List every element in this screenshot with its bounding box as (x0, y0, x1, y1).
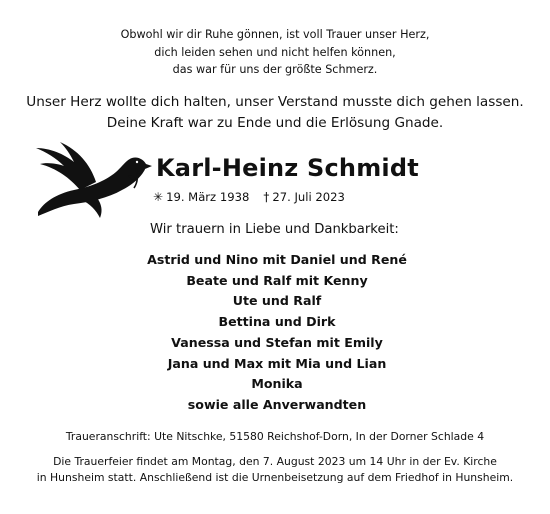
mourner-line: Astrid und Nino mit Daniel und René (147, 252, 407, 267)
dove-icon (34, 142, 152, 220)
birth-star-icon: ✳ (153, 190, 164, 204)
motto (2, 92, 548, 133)
poem (2, 26, 548, 79)
deceased-name: Karl-Heinz Schmidt (156, 154, 419, 182)
mourner-line: Bettina und Dirk (218, 314, 336, 330)
mourning-address: Traueranschrift: Ute Nitschke, 51580 Reichshof-Dorn, In der Dorner Schlade 4 (65, 430, 485, 443)
mourner-line: Monika (251, 376, 303, 392)
mourner-line: Beate und Ralf mit Kenny (186, 272, 368, 288)
poem-line: dich leiden sehen und nicht helfen können, (154, 45, 396, 59)
death-cross-icon: † (263, 190, 270, 204)
ceremony-line: in Hunsheim statt. Anschließend ist die Urnenbeisetzung auf dem Friedhof in Hunsheim. (36, 471, 514, 484)
thanks-line: Wir trauern in Liebe und Dankbarkeit: (150, 222, 399, 237)
death-date: 27. Juli 2023 (272, 190, 345, 204)
motto-line: Unser Herz wollte dich halten, unser Verstand musste dich gehen lassen. (26, 94, 524, 110)
obituary-notice (2, 2, 548, 510)
motto-line: Deine Kraft war zu Ende und die Erlösung Gnade. (106, 114, 444, 131)
mourners-list (127, 250, 427, 416)
mourner-line: Jana und Max mit Mia und Lian (167, 355, 387, 371)
poem-line: das war für uns der größte Schmerz. (172, 63, 378, 76)
ceremony-line: Die Trauerfeier findet am Montag, den 7. August 2023 um 14 Uhr in der Ev. Kirche (53, 455, 497, 468)
mourner-line: sowie alle Anverwandten (187, 396, 367, 412)
mourner-line: Ute und Ralf (232, 293, 322, 309)
life-dates (153, 190, 345, 204)
ceremony-info (2, 454, 548, 486)
poem-line: Obwohl wir dir Ruhe gönnen, ist voll Trauer unser Herz, (120, 28, 430, 41)
mourner-line: Vanessa und Stefan mit Emily (171, 334, 383, 350)
birth-date: 19. März 1938 (166, 190, 250, 204)
